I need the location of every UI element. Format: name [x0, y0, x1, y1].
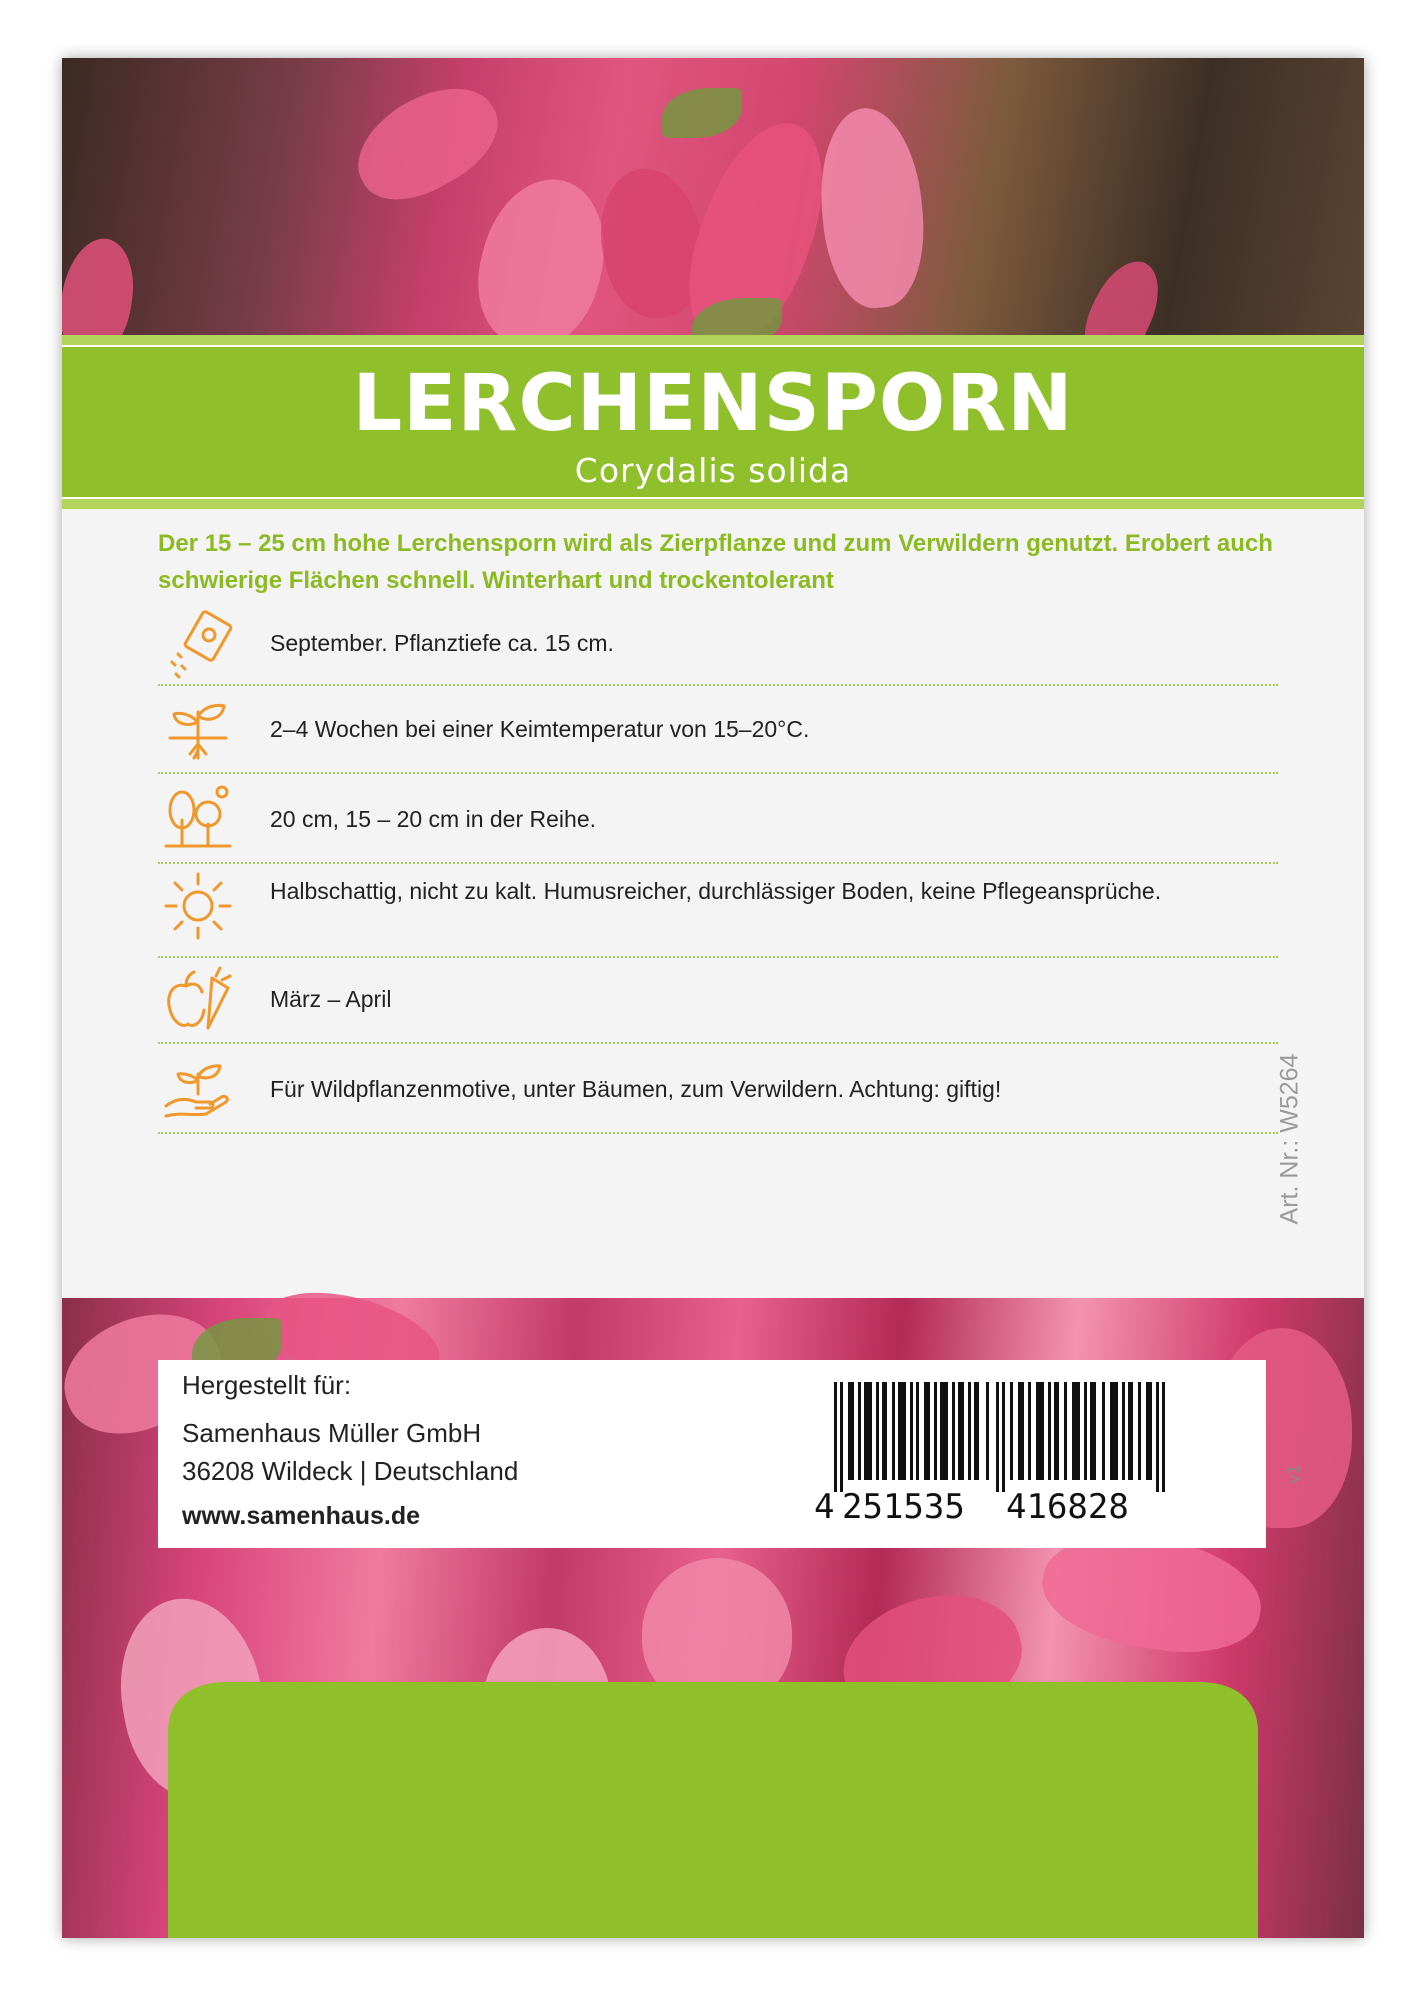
manufacturer-box [158, 1360, 1266, 1548]
info-content [62, 509, 1364, 1298]
title-band [62, 335, 1364, 509]
bottom-green-panel [152, 1662, 1274, 1938]
flower-photo-top [62, 58, 1364, 353]
hand-plant-icon [162, 1050, 234, 1122]
latin-name: Corydalis solida [574, 451, 852, 490]
barcode-first-digit: 4 [814, 1487, 835, 1527]
seed-packet-back [62, 58, 1364, 1938]
barcode-left-group: 251535 [842, 1487, 965, 1527]
row-harvest [158, 958, 1278, 1044]
row-sowing-time [158, 604, 1278, 686]
row-text: Halbschattig, nicht zu kalt. Humusreicher, durchlässiger Boden, keine Pflegeansprüche. [270, 878, 1162, 904]
row-location [158, 864, 1278, 958]
manufacturer-website[interactable]: www.samenhaus.de [182, 1502, 421, 1530]
version-mark: v1 [1283, 1464, 1304, 1484]
row-text: September. Pflanztiefe ca. 15 cm. [270, 630, 614, 656]
product-title: LERCHENSPORN [352, 359, 1074, 449]
seed-packet-icon [162, 610, 234, 682]
trees-spacing-icon [162, 780, 234, 852]
barcode [814, 1378, 1204, 1528]
row-germination [158, 686, 1278, 774]
article-number: Art. Nr.: W5264 [1275, 1053, 1304, 1225]
sun-icon [162, 870, 234, 942]
manufacturer-label: Hergestellt für: [182, 1370, 352, 1400]
row-text: März – April [270, 986, 392, 1012]
row-spacing [158, 774, 1278, 864]
row-text: Für Wildpflanzenmotive, unter Bäumen, zum Verwildern. Achtung: giftig! [270, 1076, 1002, 1102]
row-usage [158, 1044, 1278, 1134]
row-text: 20 cm, 15 – 20 cm in der Reihe. [270, 806, 596, 832]
intro-text: Der 15 – 25 cm hohe Lerchensporn wird als Zierpflanze und zum Verwildern genutzt. Erobert auch schwierige Flächen schnell. Winterhart und trockentolerant [158, 530, 1273, 594]
seedling-roots-icon [162, 692, 234, 764]
apple-carrot-icon [162, 964, 234, 1036]
barcode-right-group: 416828 [1006, 1487, 1129, 1527]
manufacturer-address: 36208 Wildeck | Deutschland [182, 1456, 519, 1486]
row-text: 2–4 Wochen bei einer Keimtemperatur von 15–20°C. [270, 716, 810, 742]
manufacturer-company: Samenhaus Müller GmbH [182, 1418, 482, 1448]
